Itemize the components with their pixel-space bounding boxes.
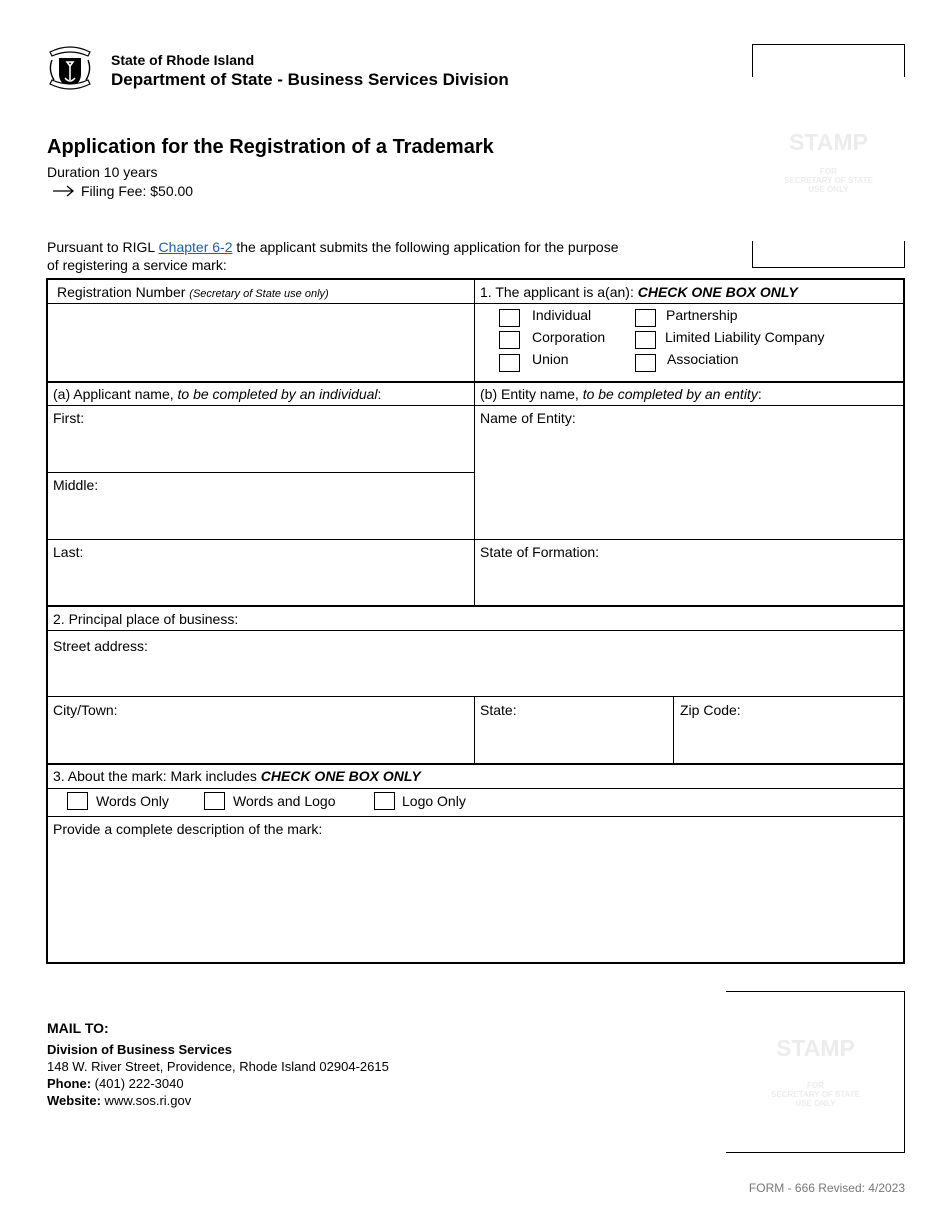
mailing-info [47,1020,389,1109]
intro-text-3: of registering a service mark: [47,257,227,273]
checkbox-partnership[interactable] [635,309,656,327]
applicant-name-label [53,386,381,402]
about-mark-text: 3. About the mark: Mark includes [53,768,261,784]
principal-place-label: 2. Principal place of business: [53,611,239,627]
about-mark-check-one: CHECK ONE BOX ONLY [260,768,421,784]
website-url: www.sos.ri.gov [100,1093,192,1108]
stamp-box-bottom [726,991,905,1153]
division-name: Division of Business Services [47,1042,232,1057]
registration-number-text: Registration Number [57,284,190,300]
applicant-name-text: (a) Applicant name, [53,386,178,402]
mail-to-heading: MAIL TO: [47,1020,109,1036]
entity-name-note: to be completed by an entity [582,386,758,402]
middle-name-label: Middle: [53,477,99,493]
option-logo-only: Logo Only [402,793,466,809]
department-name: Department of State - Business Services Division [111,70,509,89]
state-seal-logo [44,44,96,92]
checkbox-words-only[interactable] [67,792,88,810]
option-words-and-logo: Words and Logo [233,793,336,809]
state-of-formation-label: State of Formation: [480,544,600,560]
applicant-name-note: to be completed by an individual [177,386,378,402]
stamp-note-3: USE ONLY [808,185,849,194]
stamp-note-bottom-2: SECRETARY OF STATE [771,1090,860,1099]
duration: Duration 10 years [47,164,158,180]
form-number: FORM - 666 Revised: 4/2023 [748,1181,905,1195]
intro-text-1: Pursuant to RIGL [47,239,159,255]
option-words-only: Words Only [96,793,169,809]
checkbox-union[interactable] [499,354,520,372]
state-name: State of Rhode Island [111,52,255,68]
stamp-box-top [752,44,905,268]
check-one-note: CHECK ONE BOX ONLY [637,284,798,300]
option-association: Association [667,351,739,367]
stamp-note-1: FOR [820,167,837,176]
stamp-note-bottom-1: FOR [807,1081,824,1090]
registration-number-note: (Secretary of State use only) [189,288,329,300]
checkbox-association[interactable] [635,354,656,372]
intro-text-2: the applicant submits the following application for the purpose [232,239,619,255]
checkbox-logo-only[interactable] [374,792,395,810]
entity-name-text: (b) Entity name, [480,386,583,402]
entity-name-field-label: Name of Entity: [480,410,576,426]
city-town-label: City/Town: [53,702,118,718]
option-individual: Individual [532,307,592,323]
option-union: Union [532,351,569,367]
option-corporation: Corporation [532,329,606,345]
website-label: Website: [47,1093,101,1108]
street-address-label: Street address: [53,638,148,654]
about-mark-label [53,768,421,784]
intro-paragraph [47,238,707,274]
arrow-right-icon [53,185,75,197]
entity-name-label [480,386,762,402]
zip-code-label: Zip Code: [680,702,741,718]
mark-description-label: Provide a complete description of the mark: [53,821,323,837]
chapter-link[interactable]: Chapter 6-2 [158,239,233,255]
option-llc: Limited Liability Company [665,329,825,345]
first-name-label: First: [53,410,85,426]
filing-fee [53,183,193,199]
stamp-label: STAMP [789,129,868,155]
phone-label: Phone: [47,1076,92,1091]
form-title: Application for the Registration of a Trademark [47,136,494,158]
agency-header [111,52,509,92]
option-partnership: Partnership [666,307,738,323]
stamp-label-bottom: STAMP [776,1035,855,1061]
applicant-type-options [474,304,903,381]
applicant-type-label [480,284,798,300]
last-name-label: Last: [53,544,84,560]
phone-number: (401) 222-3040 [91,1076,184,1091]
stamp-note-2: SECRETARY OF STATE [784,176,873,185]
checkbox-llc[interactable] [635,331,656,349]
registration-number-label [57,284,329,300]
stamp-note-bottom-3: USE ONLY [795,1099,836,1108]
filing-fee-text: Filing Fee: $50.00 [81,183,194,199]
entity-name-colon: : [757,386,762,402]
phone-line [47,1075,389,1092]
state-label: State: [480,702,517,718]
checkbox-words-and-logo[interactable] [204,792,225,810]
applicant-type-text: 1. The applicant is a(an): [480,284,638,300]
mailing-address: 148 W. River Street, Providence, Rhode Island 02904-2615 [47,1059,389,1074]
checkbox-corporation[interactable] [499,331,520,349]
checkbox-individual[interactable] [499,309,520,327]
applicant-name-colon: : [377,386,382,402]
application-form [46,278,905,964]
website-line [47,1092,389,1109]
